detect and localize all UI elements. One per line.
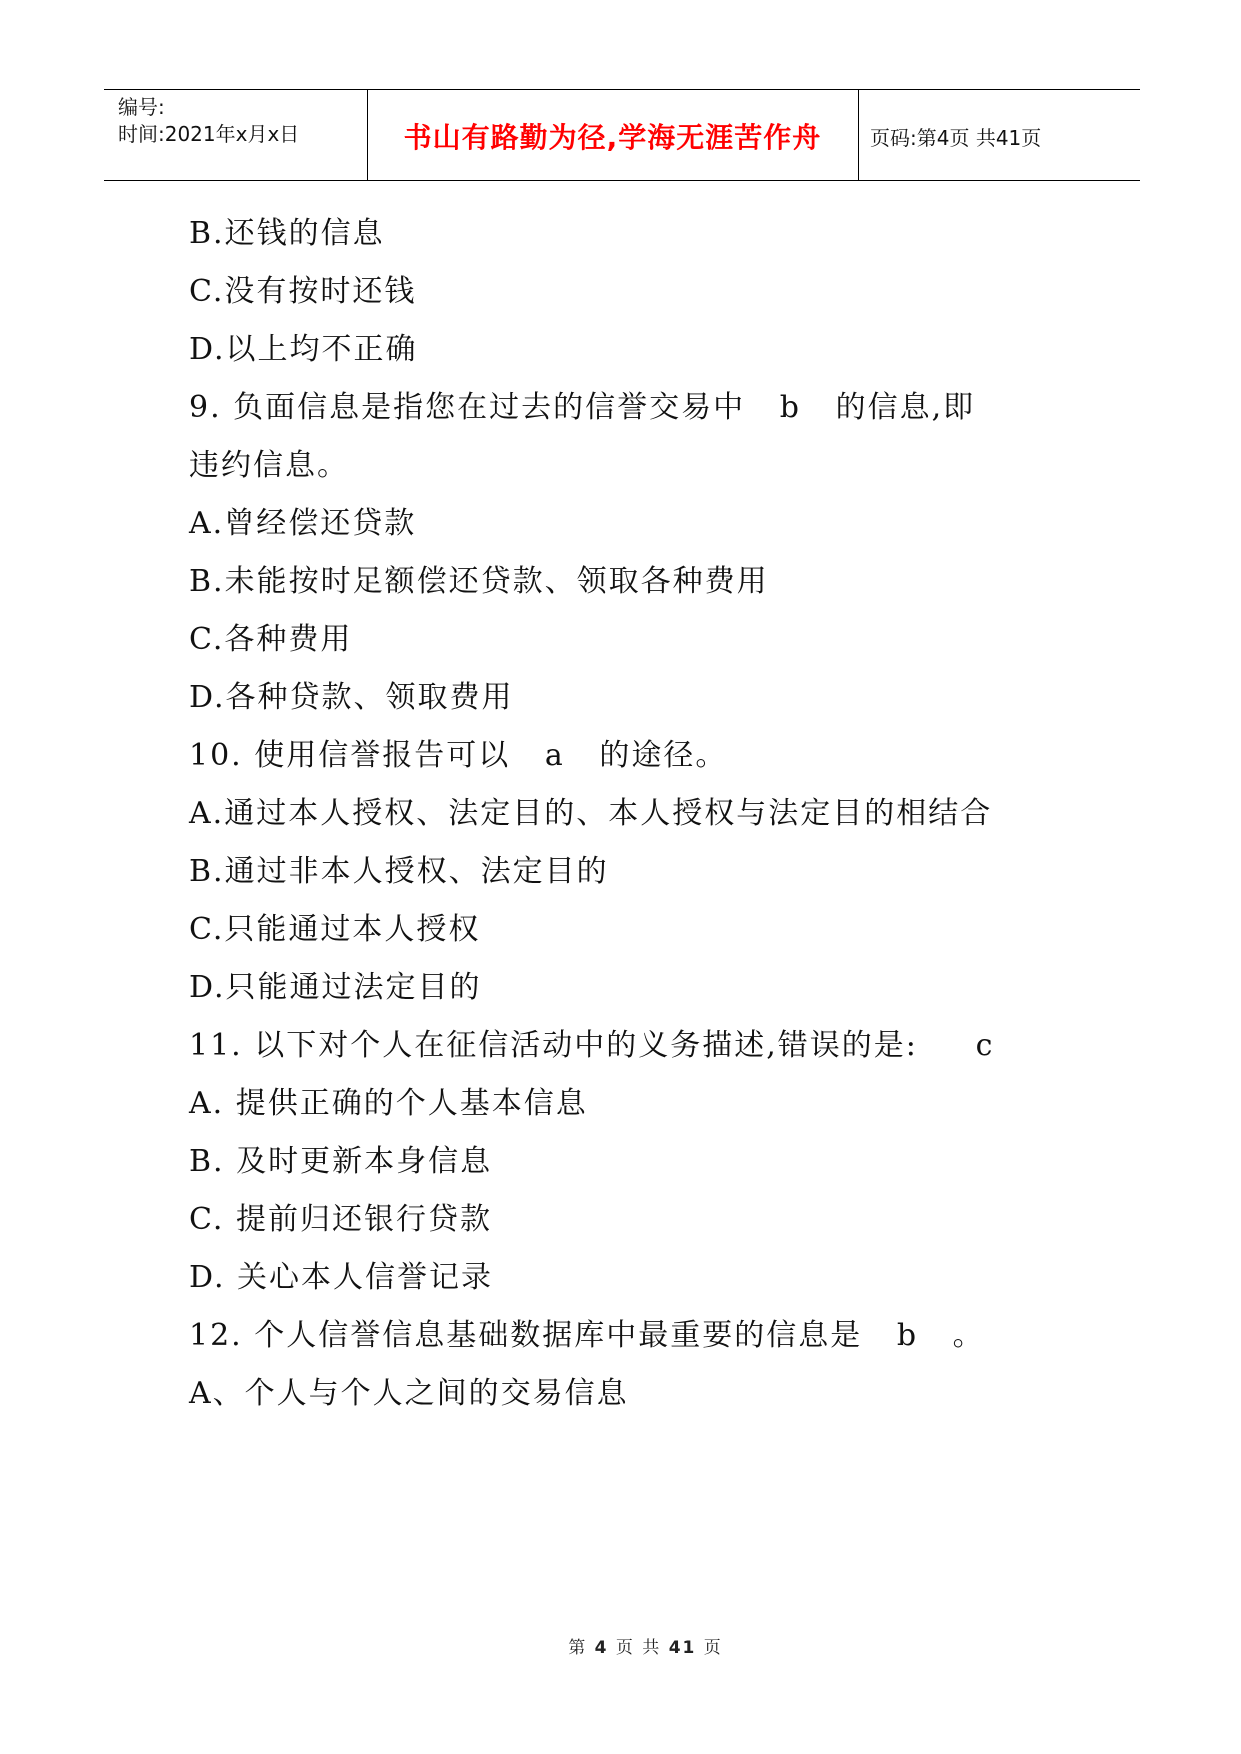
question-12: 12. 个人信誉信息基础数据库中最重要的信息是 b 。	[189, 1318, 985, 1353]
option-line: A.曾经偿还贷款	[189, 506, 417, 541]
option-line: D.各种贷款、领取费用	[189, 680, 514, 715]
footer-current-page: 4	[594, 1638, 609, 1658]
option-line: B.未能按时足额偿还贷款、领取各种费用	[189, 564, 769, 599]
option-line: D. 关心本人信誉记录	[189, 1260, 494, 1295]
option-line: A、个人与个人之间的交易信息	[189, 1376, 629, 1411]
option-line: A.通过本人授权、法定目的、本人授权与法定目的相结合	[189, 796, 993, 831]
text-line: B.还钱的信息	[189, 216, 385, 251]
footer-middle: 页 共	[615, 1638, 662, 1658]
text-line: C.没有按时还钱	[189, 274, 417, 309]
option-line: A. 提供正确的个人基本信息	[189, 1086, 588, 1121]
question-9: 9. 负面信息是指您在过去的信誉交易中 b 的信息,即	[189, 390, 976, 425]
page-footer	[0, 1633, 1241, 1658]
option-line: C.各种费用	[189, 622, 353, 657]
option-line: B. 及时更新本身信息	[189, 1144, 493, 1179]
footer-total-pages: 41	[668, 1638, 697, 1658]
text-line: D.以上均不正确	[189, 332, 418, 367]
serial-label: 编号:	[118, 95, 165, 119]
header-page-label: 页码:第4页 共41页	[870, 125, 1042, 150]
page-header	[104, 89, 1140, 181]
header-divider	[858, 90, 859, 180]
text-line: 违约信息。	[189, 448, 349, 483]
footer-prefix: 第	[568, 1638, 588, 1658]
footer-suffix: 页	[703, 1638, 723, 1658]
question-11: 11. 以下对个人在征信活动中的义务描述,错误的是: c	[189, 1028, 995, 1063]
option-line: C. 提前归还银行贷款	[189, 1202, 492, 1237]
header-meta	[118, 94, 299, 148]
header-motto: 书山有路勤为径,学海无涯苦作舟	[403, 121, 822, 154]
option-line: C.只能通过本人授权	[189, 912, 481, 947]
option-line: B.通过非本人授权、法定目的	[189, 854, 609, 889]
option-line: D.只能通过法定目的	[189, 970, 482, 1005]
time-label: 时间:2021年x月x日	[118, 122, 300, 146]
question-10: 10. 使用信誉报告可以 a 的途径。	[189, 738, 728, 773]
